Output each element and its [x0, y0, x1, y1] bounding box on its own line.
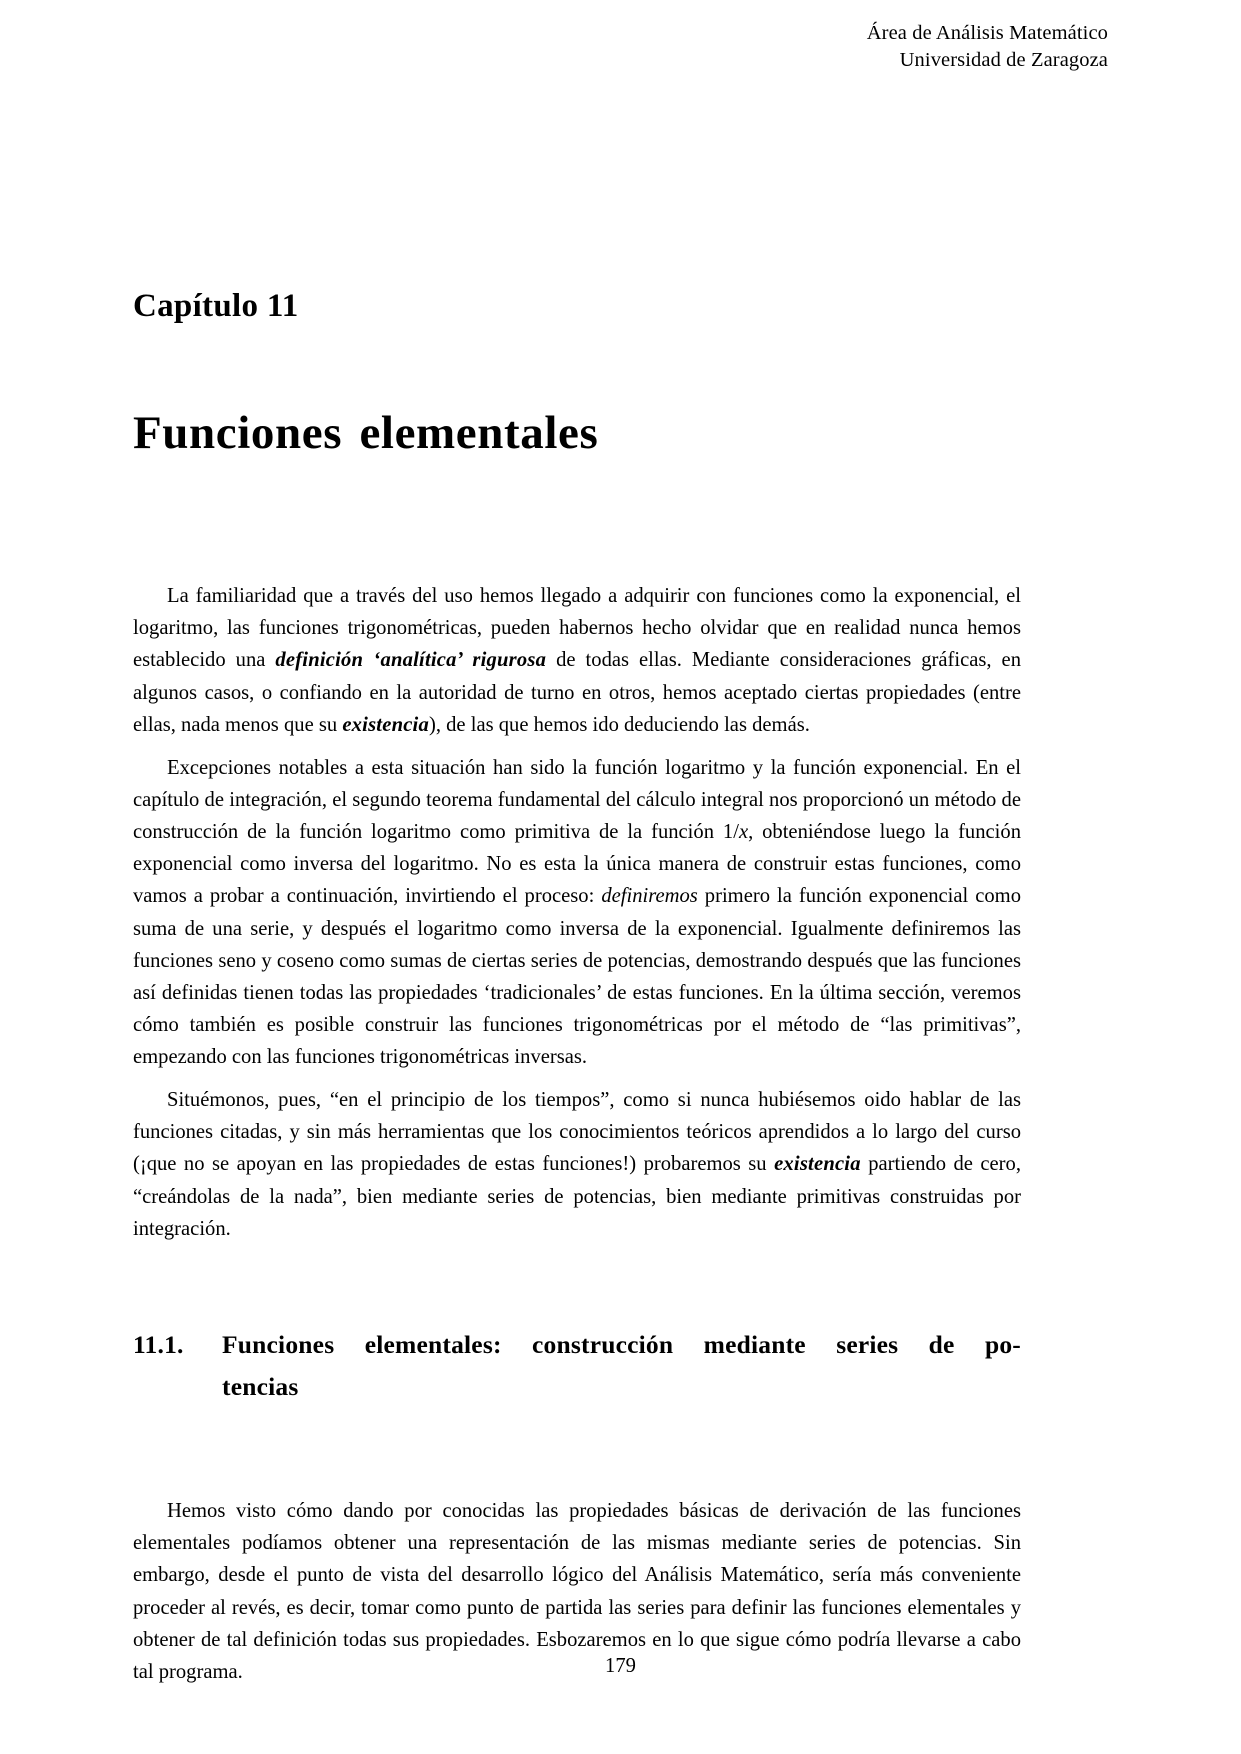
section-paragraph-1: Hemos visto cómo dando por conocidas las propiedades básicas de derivación de las funciones elementales podíamos obtener una representación de las mismas mediante series de potencias. Sin embargo, desde el punto de vista del desarrollo lógico del Análisis Matemático, sería más conveniente proceder al revés, es decir, tomar como punto de partida las series para definir las funciones elementales y obtener de tal definición todas sus propiedades. Esbozaremos en lo que sigue cómo podría llevarse a cabo tal programa.	[133, 1500, 1021, 1684]
chapter-number: Capítulo 11	[133, 288, 299, 324]
section-title-line-1: Funciones elementales: construcción mediante series de po-	[222, 1330, 1021, 1359]
paragraph-2	[133, 752, 1021, 1074]
math-slash: /	[733, 820, 739, 843]
section-title-line-2: tencias	[222, 1372, 299, 1401]
paragraph-1-part-2: de todas ellas. Mediante consideraciones gráficas, en algunos casos, o confiando en la autoridad de turno en otros, hemos aceptado ciertas propiedades (entre ellas, nada menos que su	[133, 649, 1021, 736]
section-title	[222, 1324, 1021, 1408]
section-heading	[133, 1324, 1021, 1408]
math-numerator: 1	[722, 820, 734, 843]
paragraph-3-emphasis-1: existencia	[774, 1153, 861, 1176]
chapter-title: Funciones elementales	[133, 407, 599, 460]
running-header-line-1: Área de Análisis Matemático	[866, 22, 1108, 44]
running-header-line-2: Universidad de Zaragoza	[899, 49, 1108, 72]
paragraph-1-part-3: ), de las que hemos ido deduciendo las demás.	[428, 713, 810, 736]
page-number: 179	[605, 1655, 636, 1677]
paragraph-1	[133, 580, 1021, 741]
paragraph-2-part-1: Excepciones notables a esta situación han sido la función logaritmo y la función exponencial. En el capítulo de integración, el segundo teorema fundamental del cálculo integral nos proporcionó un método de construcción de la función logaritmo como primitiva de la función	[133, 756, 1021, 843]
paragraph-3-part-2: partiendo de cero, “creándolas de la nada”, bien mediante series de potencias, bien mediante primitivas construidas por integración.	[133, 1153, 1021, 1240]
paragraph-3	[133, 1084, 1021, 1245]
paragraph-3-part-1: Situémonos, pues, “en el principio de los tiempos”, como si nunca hubiésemos oido hablar de las funciones citadas, y sin más herramientas que los conocimientos teóricos aprendidos a lo largo del curso (¡que no se apoyan en las propiedades de estas funciones!) probaremos su	[133, 1089, 1021, 1176]
inline-math-one-over-x	[723, 821, 748, 843]
math-denominator: x	[738, 820, 749, 843]
paragraph-2-part-2: , obteniéndose luego la función exponencial como inversa del logaritmo. No es esta la única manera de construir estas funciones, como vamos a probar a continuación, invirtiendo el proceso:	[133, 820, 1021, 908]
paragraph-1-emphasis-2: existencia	[342, 713, 429, 736]
paragraph-2-emphasis-1: definiremos	[601, 885, 698, 908]
running-header	[867, 20, 1108, 74]
section-heading-row	[133, 1324, 1021, 1408]
paragraph-1-emphasis-1: definición ‘analítica’ rigurosa	[275, 649, 547, 672]
paragraph-1-part-1: La familiaridad que a través del uso hemos llegado a adquirir con funciones como la exponencial, el logaritmo, las funciones trigonométricas, pueden habernos hecho olvidar que en realidad nunca hemos establecido una	[133, 585, 1021, 672]
section-number: 11.1.	[133, 1330, 184, 1359]
intro-paragraphs	[133, 580, 1021, 1245]
paragraph-2-part-3: primero la función exponencial como suma de una serie, y después el logaritmo como inversa de la exponencial. Igualmente definiremos las funciones seno y coseno como sumas de ciertas series de potencias, demostrando después que las funciones así definidas tienen todas las propiedades ‘tradicionales’ de estas funciones. En la última sección, veremos cómo también es posible construir las funciones trigonométricas por el método de “las primitivas”, empezando con las funciones trigonométricas inversas.	[133, 885, 1021, 1069]
